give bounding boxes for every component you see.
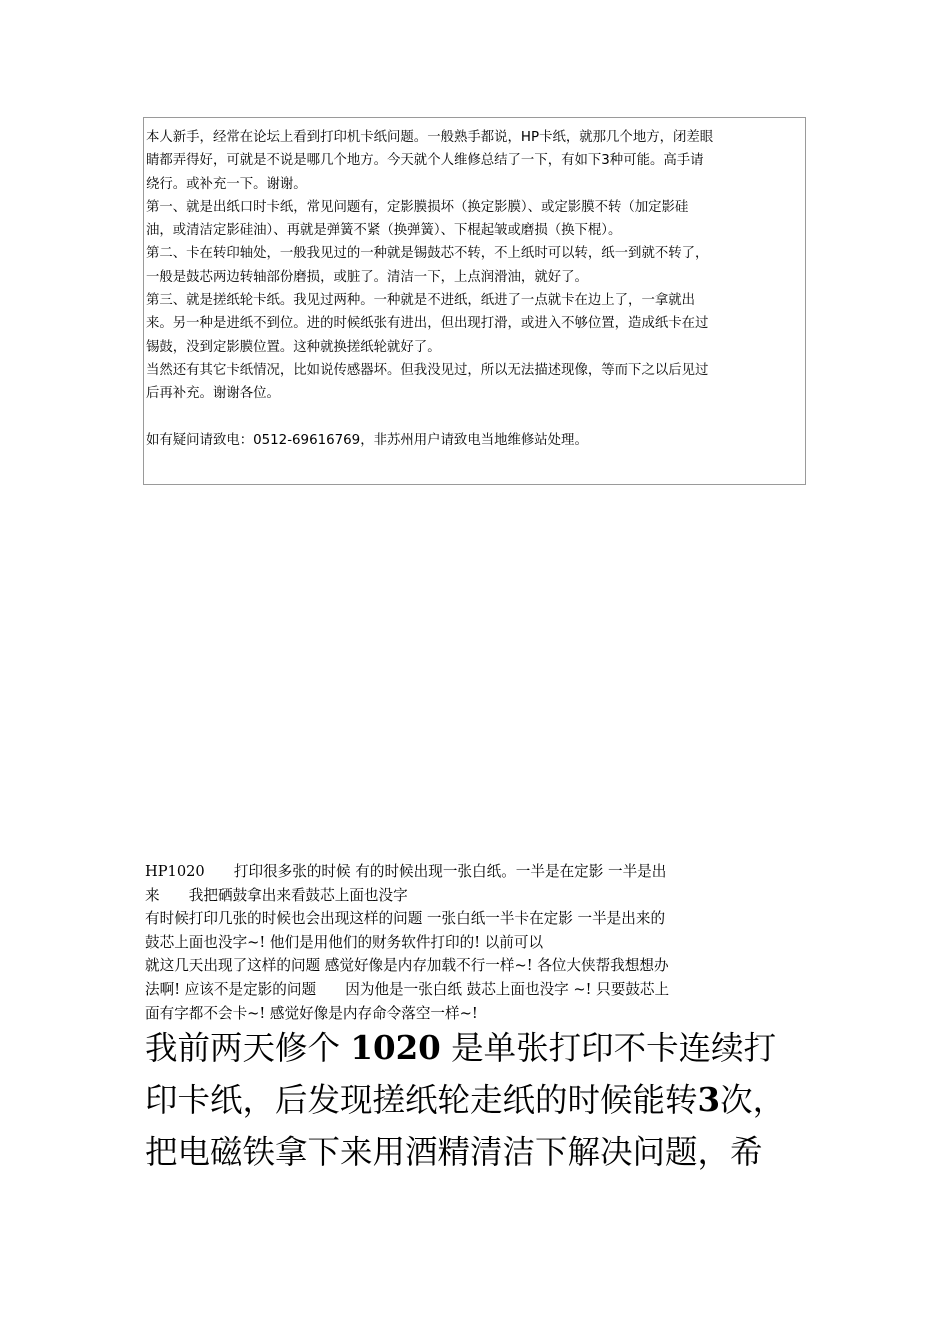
thread-line: 面有字都不会卡~! 感觉好像是内存命令落空一样~! (145, 1004, 478, 1022)
forum-post-line: 后再补充。谢谢各位。 (146, 386, 280, 402)
thread-line: 就这几天出现了这样的问题 感觉好像是内存加载不行一样~! 各位大侠帮我想想办 (145, 957, 669, 975)
thread-line: 法啊! 应该不是定影的问题 因为他是一张白纸 鼓芯上面也没字 ~! 只要鼓芯上 (145, 980, 670, 998)
forum-post-line: 油，或清洁定影硅油）、再就是弹簧不紧（换弹簧）、下棍起皱或磨损（换下棍）。 (146, 223, 622, 239)
reply-text: 印卡纸，后发现搓纸轮走纸的时候能转 (145, 1081, 698, 1119)
paragraph-gap (146, 406, 805, 429)
reply-post (145, 1022, 813, 1178)
forum-post-line: 锡鼓，没到定影膜位置。这种就换搓纸轮就好了。 (146, 339, 441, 355)
reply-text: 次， (720, 1081, 786, 1119)
reply-line-1 (145, 1022, 813, 1074)
thread-line: 来 我把硒鼓拿出来看鼓芯上面也没字 (145, 886, 408, 904)
model-number: 1020 (350, 1028, 441, 1067)
forum-post-line: 当然还有其它卡纸情况，比如说传感器坏。但我没见过，所以无法描述现像，等而下之以后见过 (146, 362, 709, 378)
thread-post (145, 860, 813, 1025)
forum-post-line: 第一、就是出纸口时卡纸，常见问题有，定影膜损坏（换定影膜）、或定影膜不转（加定影硅 (146, 199, 689, 215)
forum-post-line: 绕行。或补充一下。谢谢。 (146, 176, 307, 192)
contact-line: 如有疑问请致电：0512-69616769，非苏州用户请致电当地维修站处理。 (146, 432, 588, 448)
thread-line: 鼓芯上面也没字~! 他们是用他们的财务软件打印的! 以前可以 (145, 933, 544, 951)
turn-count: 3 (697, 1080, 721, 1119)
thread-line: 有时候打印几张的时候也会出现这样的问题 一张白纸一半卡在定影 一半是出来的 (145, 910, 666, 928)
reply-text: 是单张打印不卡连续打 (440, 1029, 777, 1067)
reply-text: 我前两天修个 (145, 1029, 351, 1067)
forum-post-line: 来。另一种是进纸不到位。进的时候纸张有进出，但出现打滑，或进入不够位置，造成纸卡在过 (146, 316, 709, 332)
forum-post-line: 第三、就是搓纸轮卡纸。我见过两种。一种就是不进纸，纸进了一点就卡在边上了，一拿就出 (146, 293, 696, 309)
forum-post-box (143, 117, 806, 485)
forum-post-line: 一般是鼓芯两边转轴部份磨损，或脏了。清洁一下，上点润滑油，就好了。 (146, 269, 588, 285)
thread-line: HP1020 打印很多张的时候 有的时候出现一张白纸。一半是在定影 一半是出 (145, 863, 667, 880)
forum-post-line: 第二、卡在转印轴处，一般我见过的一种就是锡鼓芯不转，不上纸时可以转，纸一到就不转了， (146, 246, 709, 262)
reply-line-2 (145, 1074, 813, 1126)
reply-line-3: 把电磁铁拿下来用酒精清洁下解决问题，希 (145, 1133, 763, 1171)
forum-post-line: 睛都弄得好，可就是不说是哪几个地方。今天就个人维修总结了一下，有如下3种可能。高手请 (146, 153, 704, 169)
forum-post-line: 本人新手，经常在论坛上看到打印机卡纸问题。一般熟手都说，HP卡纸，就那几个地方，闭差眼 (146, 130, 714, 145)
